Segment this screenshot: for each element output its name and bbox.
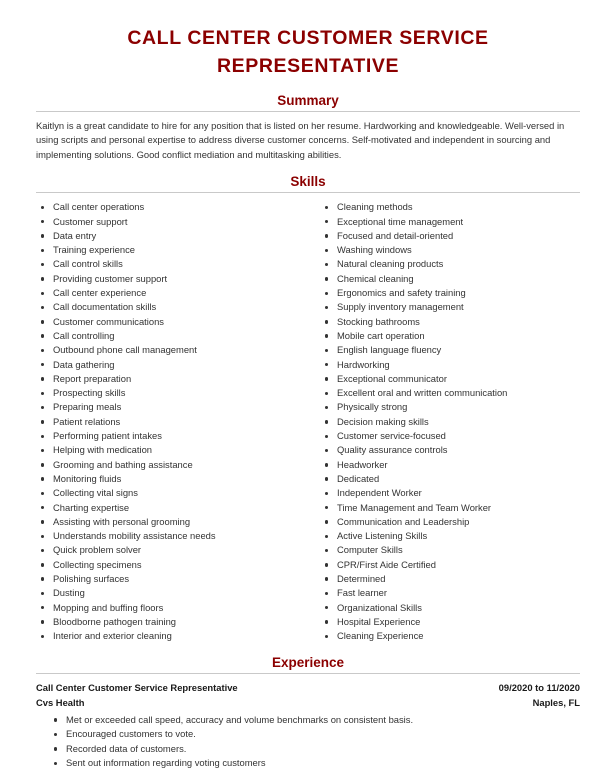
list-item: Active Listening Skills	[320, 529, 580, 543]
list-item: Data gathering	[36, 358, 296, 372]
skills-right-list	[320, 200, 580, 643]
list-item: Supply inventory management	[320, 300, 580, 314]
experience-entry	[36, 681, 580, 771]
experience-location: Naples, FL	[532, 696, 580, 708]
list-item: Mobile cart operation	[320, 329, 580, 343]
list-item: Dusting	[36, 586, 296, 600]
skills-heading: Skills	[290, 174, 326, 190]
list-item: Polishing surfaces	[36, 572, 296, 586]
list-item: Grooming and bathing assistance	[36, 458, 296, 472]
list-item: Hardworking	[320, 358, 580, 372]
list-item: Focused and detail-oriented	[320, 229, 580, 243]
summary-heading: Summary	[277, 92, 339, 108]
page-title	[36, 24, 580, 81]
list-item: Natural cleaning products	[320, 257, 580, 271]
list-item: Bloodborne pathogen training	[36, 615, 296, 629]
list-item: Customer communications	[36, 315, 296, 329]
list-item: Quality assurance controls	[320, 443, 580, 457]
list-item: Chemical cleaning	[320, 272, 580, 286]
list-item: Hospital Experience	[320, 615, 580, 629]
skills-left-list	[36, 200, 296, 643]
list-item: Headworker	[320, 458, 580, 472]
list-item: Interior and exterior cleaning	[36, 629, 296, 643]
list-item: Charting expertise	[36, 501, 296, 515]
list-item: Fast learner	[320, 586, 580, 600]
list-item: Cleaning Experience	[320, 629, 580, 643]
page-title-line-2: REPRESENTATIVE	[216, 55, 400, 78]
skills-right-column	[320, 200, 580, 643]
list-item: Independent Worker	[320, 486, 580, 500]
list-item: Call control skills	[36, 257, 296, 271]
experience-dates: 09/2020 to 11/2020	[498, 682, 580, 694]
experience-company: Cvs Health	[36, 696, 85, 708]
list-item: Organizational Skills	[320, 601, 580, 615]
list-item: Quick problem solver	[36, 543, 296, 557]
skills-left-column	[36, 200, 296, 643]
list-item: Collecting vital signs	[36, 486, 296, 500]
list-item: Understands mobility assistance needs	[36, 529, 296, 543]
list-item: Exceptional communicator	[320, 372, 580, 386]
list-item: Stocking bathrooms	[320, 315, 580, 329]
experience-bullets	[36, 713, 580, 771]
page-title-line-1: CALL CENTER CUSTOMER SERVICE	[127, 27, 489, 49]
list-item: Performing patient intakes	[36, 429, 296, 443]
list-item: Cleaning methods	[320, 200, 580, 214]
list-item: Ergonomics and safety training	[320, 286, 580, 300]
list-item: Excellent oral and written communication	[320, 386, 580, 400]
list-item: Sent out information regarding voting customers	[36, 756, 580, 771]
list-item: Prospecting skills	[36, 386, 296, 400]
experience-company-row	[36, 696, 580, 710]
list-item: Call center experience	[36, 286, 296, 300]
list-item: Decision making skills	[320, 415, 580, 429]
list-item: Assisting with personal grooming	[36, 515, 296, 529]
summary-text: Kaitlyn is a great candidate to hire for any position that is listed on her resume. Hardworking and knowledgeable. Well-versed in using scripts and personal expertise to address diverse customer concerns. Self-motivated and independent in sourcing and implementing solutions. Good conflict mediation and multitasking abilities.	[36, 119, 565, 160]
list-item: Monitoring fluids	[36, 472, 296, 486]
list-item: Customer support	[36, 215, 296, 229]
list-item: Computer Skills	[320, 543, 580, 557]
experience-job-title: Call Center Customer Service Representative	[36, 682, 238, 694]
list-item: Providing customer support	[36, 272, 296, 286]
experience-title-row	[36, 681, 580, 695]
list-item: Report preparation	[36, 372, 296, 386]
list-item: Call documentation skills	[36, 300, 296, 314]
list-item: Determined	[320, 572, 580, 586]
skills-divider	[36, 192, 580, 193]
list-item: Helping with medication	[36, 443, 296, 457]
list-item: Recorded data of customers.	[36, 742, 580, 757]
summary-divider	[36, 111, 580, 112]
list-item: Met or exceeded call speed, accuracy and volume benchmarks on consistent basis.	[36, 713, 580, 728]
list-item: Call center operations	[36, 200, 296, 214]
experience-heading: Experience	[271, 655, 345, 671]
list-item: Time Management and Team Worker	[320, 501, 580, 515]
list-item: Collecting specimens	[36, 558, 296, 572]
list-item: Washing windows	[320, 243, 580, 257]
list-item: Exceptional time management	[320, 215, 580, 229]
list-item: Preparing meals	[36, 400, 296, 414]
list-item: English language fluency	[320, 343, 580, 357]
list-item: Data entry	[36, 229, 296, 243]
list-item: CPR/First Aide Certified	[320, 558, 580, 572]
list-item: Patient relations	[36, 415, 296, 429]
list-item: Encouraged customers to vote.	[36, 727, 580, 742]
list-item: Mopping and buffing floors	[36, 601, 296, 615]
experience-divider	[36, 673, 580, 674]
list-item: Outbound phone call management	[36, 343, 296, 357]
list-item: Communication and Leadership	[320, 515, 580, 529]
list-item: Call controlling	[36, 329, 296, 343]
list-item: Dedicated	[320, 472, 580, 486]
list-item: Physically strong	[320, 400, 580, 414]
list-item: Training experience	[36, 243, 296, 257]
list-item: Customer service-focused	[320, 429, 580, 443]
skills-columns	[36, 200, 580, 643]
